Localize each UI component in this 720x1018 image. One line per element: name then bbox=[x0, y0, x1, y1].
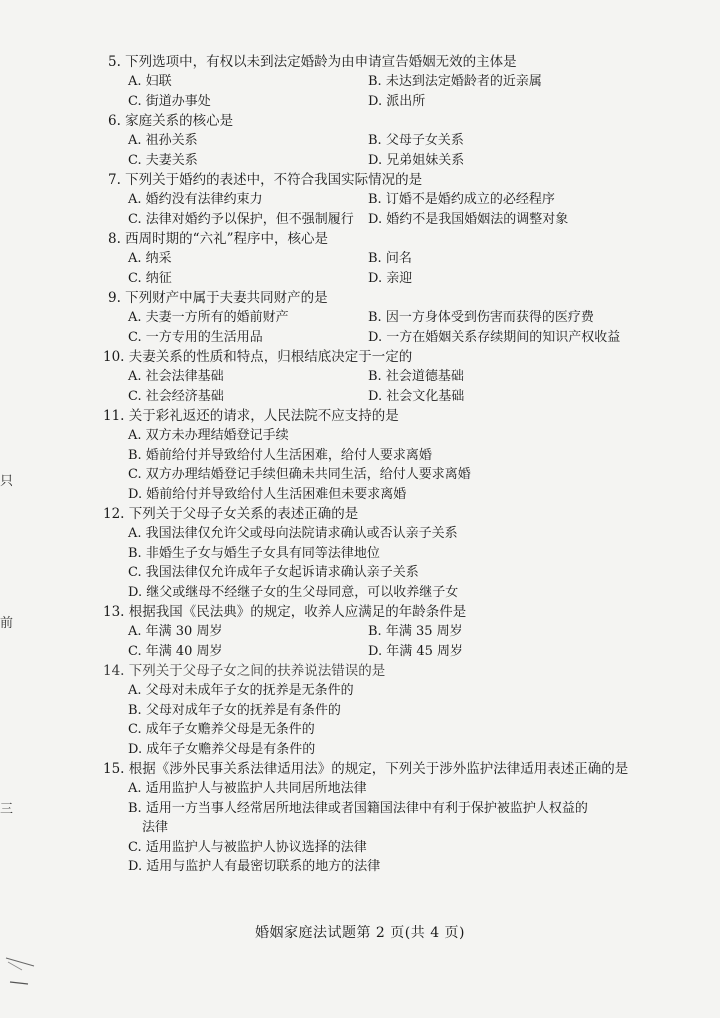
option-b: B. 问名 bbox=[368, 251, 412, 266]
question-stem: 6. 家庭关系的核心是 bbox=[108, 113, 234, 129]
option-b: B. 适用一方当事人经常居所地法律或者国籍国法律中有利于保护被监护人权益的 bbox=[128, 800, 588, 816]
question-7 bbox=[108, 171, 708, 229]
option-a: A. 纳采 bbox=[128, 251, 172, 266]
option-d: D. 适用与监护人有最密切联系的地方的法律 bbox=[128, 859, 381, 874]
option-b: B. 父母对成年子女的抚养是有条件的 bbox=[128, 702, 341, 718]
question-14 bbox=[103, 662, 703, 759]
option-d: D. 成年子女赡养父母是有条件的 bbox=[128, 741, 316, 757]
option-a: A. 父母对未成年子女的抚养是无条件的 bbox=[128, 683, 354, 698]
option-a: A. 社会法律基础 bbox=[128, 369, 224, 384]
question-6 bbox=[108, 112, 708, 170]
option-d: D. 婚前给付并导致给付人生活困难但未要求离婚 bbox=[128, 486, 407, 502]
option-a: A. 祖孙关系 bbox=[128, 133, 198, 148]
option-b-continuation: 法律 bbox=[142, 820, 169, 835]
question-stem: 11. 关于彩礼返还的请求，人民法院不应支持的是 bbox=[103, 408, 399, 424]
option-a: A. 年满 30 周岁 bbox=[128, 624, 223, 639]
option-c: C. 社会经济基础 bbox=[128, 388, 224, 404]
question-stem: 15. 根据《涉外民事关系法律适用法》的规定，下列关于涉外监护法律适用表述正确的是 bbox=[103, 761, 629, 777]
scratch-marks bbox=[4, 950, 44, 990]
question-stem: 5. 下列选项中，有权以未到法定婚龄为由申请宣告婚姻无效的主体是 bbox=[108, 54, 517, 70]
question-stem: 10. 夫妻关系的性质和特点，归根结底决定于一定的 bbox=[103, 349, 413, 365]
option-b: B. 社会道德基础 bbox=[368, 369, 464, 384]
question-stem: 14. 下列关于父母子女之间的扶养说法错误的是 bbox=[103, 663, 386, 679]
question-11 bbox=[103, 407, 703, 504]
option-b: B. 因一方身体受到伤害而获得的医疗费 bbox=[368, 310, 594, 325]
question-stem: 13. 根据我国《民法典》的规定，收养人应满足的年龄条件是 bbox=[103, 604, 467, 620]
question-13 bbox=[103, 603, 703, 661]
option-c: C. 双方办理结婚登记手续但确未共同生活，给付人要求离婚 bbox=[128, 467, 471, 482]
page-footer: 婚姻家庭法试题第 2 页(共 4 页) bbox=[254, 925, 466, 941]
option-c: C. 纳征 bbox=[128, 270, 172, 286]
question-stem: 9. 下列财产中属于夫妻共同财产的是 bbox=[108, 290, 328, 306]
margin-mark: 前 bbox=[0, 616, 14, 631]
option-d: D. 一方在婚姻关系存续期间的知识产权收益 bbox=[368, 329, 621, 345]
option-a: A. 妇联 bbox=[128, 74, 172, 89]
option-c: C. 我国法律仅允许成年子女起诉请求确认亲子关系 bbox=[128, 565, 419, 580]
option-c: C. 街道办事处 bbox=[128, 93, 211, 109]
option-c: C. 适用监护人与被监护人协议选择的法律 bbox=[128, 839, 367, 855]
question-stem: 8. 西周时期的“六礼”程序中，核心是 bbox=[108, 231, 328, 247]
question-stem: 12. 下列关于父母子女关系的表述正确的是 bbox=[103, 506, 359, 522]
option-b: B. 父母子女关系 bbox=[368, 133, 464, 148]
option-d: D. 年满 45 周岁 bbox=[368, 643, 464, 659]
option-b: B. 订婚不是婚约成立的必经程序 bbox=[368, 192, 555, 207]
option-c: C. 一方专用的生活用品 bbox=[128, 329, 263, 345]
question-8 bbox=[108, 230, 708, 288]
option-b: B. 年满 35 周岁 bbox=[368, 624, 463, 639]
option-d: D. 婚约不是我国婚姻法的调整对象 bbox=[368, 211, 569, 227]
margin-mark: 只 bbox=[0, 474, 14, 489]
option-a: A. 我国法律仅允许父或母向法院请求确认或否认亲子关系 bbox=[128, 526, 458, 541]
question-15 bbox=[103, 760, 703, 877]
option-d: D. 派出所 bbox=[368, 93, 426, 109]
option-c: C. 成年子女赡养父母是无条件的 bbox=[128, 722, 315, 737]
option-a: A. 婚约没有法律约束力 bbox=[128, 192, 263, 207]
question-9 bbox=[108, 289, 708, 347]
option-d: D. 社会文化基础 bbox=[368, 388, 465, 404]
question-stem: 7. 下列关于婚约的表述中，不符合我国实际情况的是 bbox=[108, 172, 423, 188]
question-5 bbox=[108, 53, 708, 111]
option-d: D. 亲迎 bbox=[368, 270, 413, 286]
option-b: B. 婚前给付并导致给付人生活困难，给付人要求离婚 bbox=[128, 447, 432, 463]
option-d: D. 继父或继母不经继子女的生父母同意，可以收养继子女 bbox=[128, 584, 459, 600]
margin-mark: 三 bbox=[0, 802, 14, 817]
question-10 bbox=[103, 348, 703, 406]
option-a: A. 夫妻一方所有的婚前财产 bbox=[128, 310, 289, 325]
option-b: B. 未达到法定婚龄者的近亲属 bbox=[368, 74, 542, 89]
option-c: C. 夫妻关系 bbox=[128, 152, 198, 168]
option-c: C. 法律对婚约予以保护，但不强制履行 bbox=[128, 211, 354, 227]
option-a: A. 适用监护人与被监护人共同居所地法律 bbox=[128, 781, 367, 796]
option-a: A. 双方未办理结婚登记手续 bbox=[128, 428, 289, 443]
option-c: C. 年满 40 周岁 bbox=[128, 643, 223, 659]
option-d: D. 兄弟姐妹关系 bbox=[368, 152, 465, 168]
option-b: B. 非婚生子女与婚生子女具有同等法律地位 bbox=[128, 545, 380, 561]
question-12 bbox=[103, 505, 703, 602]
